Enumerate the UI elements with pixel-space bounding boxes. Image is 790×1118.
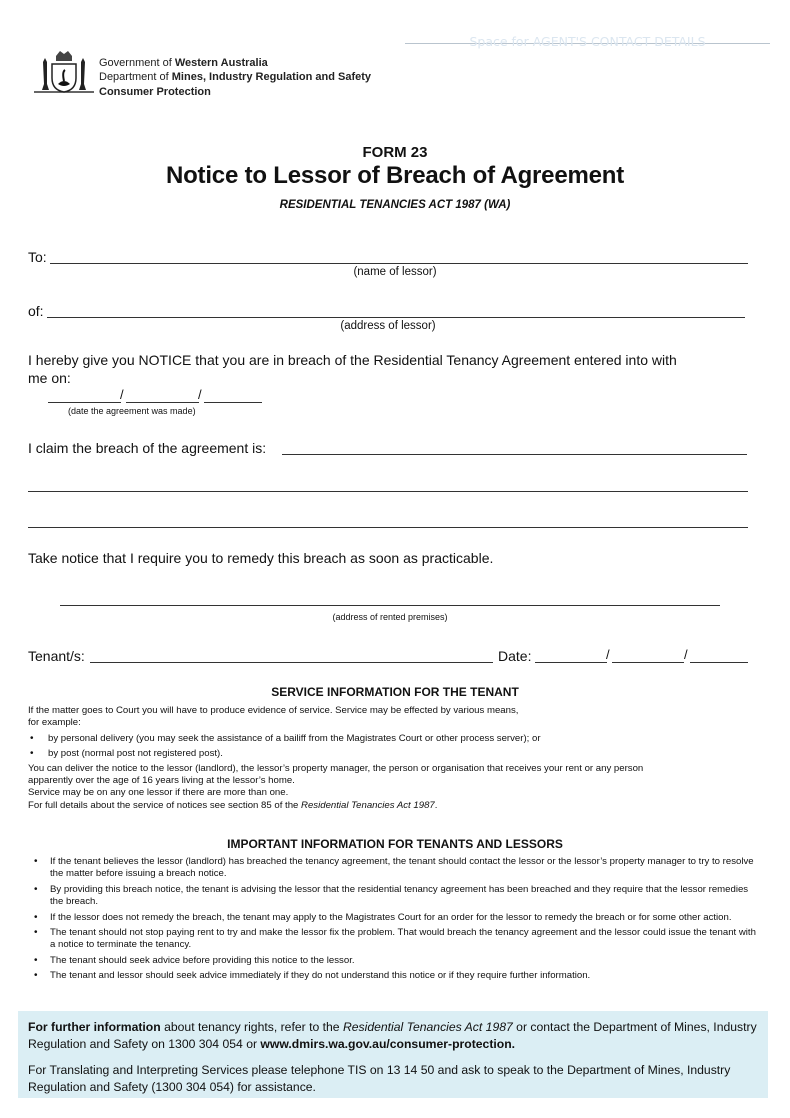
important-info-list xyxy=(28,856,763,986)
important-info-item: • If the tenant believes the lessor (landlord) has breached the tenancy agreement, the tenant should contact the lessor or the lessor’s property manager to try to resolve the matter before issuing a breach notice. xyxy=(28,856,763,881)
service-delivery-para-cont: apparently over the age of 16 years living at the lessor’s home. xyxy=(28,775,295,787)
breach-description-field-line1[interactable] xyxy=(282,454,747,455)
consumer-protection-link[interactable]: www.dmirs.wa.gov.au/consumer-protection. xyxy=(260,1037,516,1051)
tenant-signature-field[interactable] xyxy=(90,662,493,663)
date-separator: / xyxy=(198,387,202,402)
important-info-item: • The tenant should seek advice before providing this notice to the lessor. xyxy=(28,955,763,967)
breach-label: I claim the breach of the agreement is: xyxy=(28,440,267,456)
service-intro: If the matter goes to Court you will have to produce evidence of service. Service may be effected by various means, xyxy=(28,705,519,716)
important-info-item: • The tenant and lessor should seek advice immediately if they do not understand this notice or if they require further information. xyxy=(28,970,763,982)
page-title: Notice to Lessor of Breach of Agreement xyxy=(165,162,625,189)
wa-coat-of-arms-icon xyxy=(34,48,94,96)
to-label: To: xyxy=(28,249,47,265)
notice-day-field[interactable] xyxy=(535,662,607,663)
of-label: of: xyxy=(28,303,44,319)
org-government-line: Government of Western Australia xyxy=(99,57,268,69)
form-number: FORM 23 xyxy=(362,144,428,161)
agreement-day-field[interactable] xyxy=(48,402,121,403)
remedy-statement: Take notice that I require you to remedy this breach as soon as practicable. xyxy=(28,550,494,566)
translating-services-paragraph: For Translating and Interpreting Services please telephone TIS on 13 14 50 and ask to speak to the Department of Mines, Industry Regulation and Safety (1300 304 054) for assistance. xyxy=(28,1063,731,1094)
act-subtitle: RESIDENTIAL TENANCIES ACT 1987 (WA) xyxy=(279,199,511,211)
notice-year-field[interactable] xyxy=(690,662,748,663)
date-separator: / xyxy=(606,647,610,662)
further-info-paragraph: For further information about tenancy rights, refer to the Residential Tenancies Act 1987 or contact the Department of Mines, Industry Regulation and Safety on 1300 304 054 or www.dmirs.wa.gov.au/consumer-protection. xyxy=(28,1020,757,1051)
lessor-name-hint: (name of lessor) xyxy=(353,266,437,278)
service-delivery-para: You can deliver the notice to the lessor (landlord), the lessor’s property manager, the person or organisation that receives your rent or any person xyxy=(28,762,644,774)
date-separator: / xyxy=(120,387,124,402)
rented-premises-address-field[interactable] xyxy=(60,605,720,606)
breach-description-field-line3[interactable] xyxy=(28,527,748,528)
notice-statement-cont: me on: xyxy=(28,370,71,386)
date-label: Date: xyxy=(498,648,532,664)
agreement-date-hint: (date the agreement was made) xyxy=(68,406,196,416)
important-info-item: • If the lessor does not remedy the breach, the tenant may apply to the Magistrates Court for an order for the lessor to remedy the breach or for some other action. xyxy=(28,912,763,924)
further-info-box xyxy=(18,1011,768,1098)
lessor-address-field[interactable] xyxy=(47,317,745,318)
important-info-item: • By providing this breach notice, the tenant is advising the lessor that the residential tenancy agreement has been breached and they require that the lessor remedies the breach. xyxy=(28,884,763,909)
notice-statement: I hereby give you NOTICE that you are in breach of the Residential Tenancy Agreement entered into with xyxy=(28,352,677,368)
lessor-address-hint: (address of lessor) xyxy=(340,320,436,332)
service-method-item: • by personal delivery (you may seek the assistance of a bailiff from the Magistrates Court or other process server); or xyxy=(28,733,768,745)
important-info-heading: IMPORTANT INFORMATION FOR TENANTS AND LESSORS xyxy=(227,837,563,851)
organisation-block xyxy=(99,56,371,99)
rented-premises-hint: (address of rented premises) xyxy=(332,612,448,622)
breach-description-field-line2[interactable] xyxy=(28,491,748,492)
important-info-item: • The tenant should not stop paying rent to try and make the lessor fix the problem. That would breach the tenancy agreement and the lessor could issue the tenant with a notice to terminate the tenancy. xyxy=(28,927,763,952)
agent-contact-area xyxy=(405,33,770,53)
org-department-line: Department of Mines, Industry Regulation and Safety xyxy=(99,71,372,83)
agent-contact-placeholder: Space for AGENT'S CONTACT DETAILS xyxy=(469,34,706,49)
service-info-heading: SERVICE INFORMATION FOR THE TENANT xyxy=(271,685,519,699)
agreement-year-field[interactable] xyxy=(204,402,262,403)
agreement-month-field[interactable] xyxy=(126,402,199,403)
notice-month-field[interactable] xyxy=(612,662,684,663)
service-intro-cont: for example: xyxy=(28,717,81,729)
service-full-details-para: For full details about the service of notices see section 85 of the Residential Tenancies Act 1987. xyxy=(28,799,438,811)
service-info-section xyxy=(28,705,768,812)
lessor-name-field[interactable] xyxy=(50,263,748,264)
date-separator: / xyxy=(684,647,688,662)
org-division-line: Consumer Protection xyxy=(99,86,211,98)
tenant-label: Tenant/s: xyxy=(28,648,85,664)
service-any-lessor-para: Service may be on any one lessor if there are more than one. xyxy=(28,787,289,799)
service-method-item: • by post (normal post not registered post). xyxy=(28,748,768,760)
